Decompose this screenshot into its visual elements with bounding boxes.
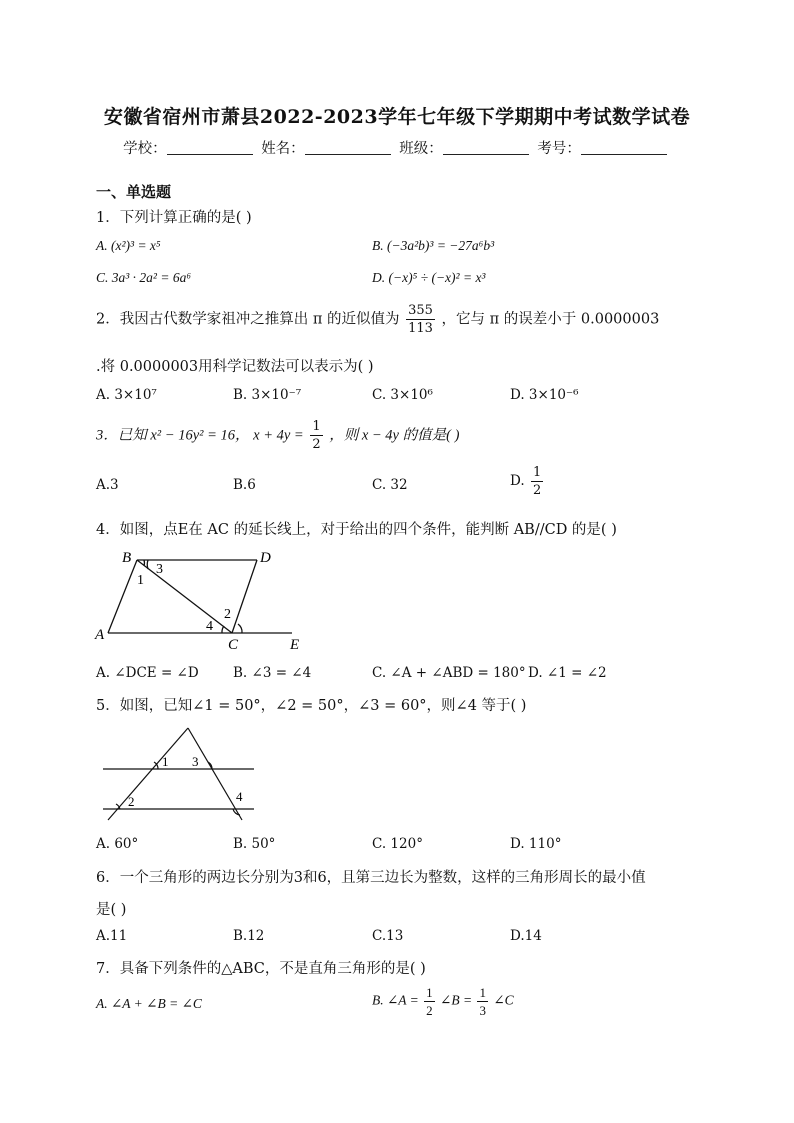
class-label: 班级：	[399, 141, 443, 157]
q4-option-b: B. ∠3 = ∠4	[233, 665, 312, 681]
q3-d-numerator: 1	[532, 465, 542, 480]
q3-option-c: C. 32	[372, 477, 408, 493]
q2-stem-line2: .将 0.0000003用科学记数法可以表示为( )	[96, 359, 374, 375]
q4-option-c: C. ∠A + ∠ABD = 180°	[372, 665, 526, 681]
q4-label-c: C	[228, 637, 239, 653]
q5-angle-1: 1	[162, 754, 169, 769]
q2-option-a: A. 3×10⁷	[96, 387, 157, 403]
q4-label-a: A	[95, 627, 105, 643]
q2-option-d: D. 3×10⁻⁶	[510, 387, 579, 403]
q6-option-c: C.13	[372, 928, 404, 944]
q7-b-f1-numerator: 1	[426, 985, 433, 1000]
q4-label-e: E	[290, 637, 300, 653]
section-title: 一、单选题	[96, 183, 172, 201]
q3-option-a: A.3	[96, 477, 119, 493]
q4-label-d: D	[260, 550, 271, 566]
q4-angle-3: 3	[156, 562, 163, 577]
exam-title: 安徽省宿州市萧县2022-2023学年七年级下学期期中考试数学试卷	[103, 106, 691, 128]
q1-option-d: D. (−x)⁵ ÷ (−x)² = x³	[372, 270, 486, 285]
name-blank[interactable]	[305, 140, 391, 155]
q1-option-a: A. (x²)³ = x⁵	[96, 238, 161, 253]
q3-frac-denominator: 2	[312, 437, 321, 452]
q3-stem-part1: 3．已知 x² − 16y² = 16， x + 4y =	[96, 427, 304, 444]
q4-option-a: A. ∠DCE = ∠D	[96, 665, 199, 681]
q5-angle-4: 4	[236, 789, 243, 804]
q4-option-d: D. ∠1 = ∠2	[528, 665, 607, 681]
q3-stem	[96, 420, 459, 451]
q7-option-b	[372, 986, 514, 1017]
q7-stem: 7．具备下列条件的△ABC，不是直角三角形的是( )	[96, 961, 426, 977]
q5-figure	[96, 722, 261, 822]
q6-stem-line2: 是( )	[96, 902, 127, 918]
class-blank[interactable]	[443, 140, 529, 155]
q4-angle-4: 4	[206, 619, 213, 634]
q1-stem: 1．下列计算正确的是( )	[96, 210, 252, 226]
q5-option-d: D. 110°	[510, 836, 562, 852]
school-label: 学校：	[123, 141, 167, 157]
q1-option-b: B. (−3a²b)³ = −27a⁶b³	[372, 238, 495, 253]
q4-stem: 4．如图，点E在 AC 的延长线上，对于给出的四个条件，能判断 AB//CD 的是( )	[96, 522, 617, 538]
q4-angle-2: 2	[224, 607, 231, 622]
q6-option-b: B.12	[233, 928, 265, 944]
q7-b-part3: ∠C	[493, 992, 514, 1008]
q5-stem: 5．如图，已知∠1 = 50°，∠2 = 50°，∠3 = 60°，则∠4 等于( )	[96, 698, 527, 714]
exam-number-blank[interactable]	[581, 140, 667, 155]
name-label: 姓名：	[261, 141, 305, 157]
q7-b-part1: B. ∠A =	[372, 992, 419, 1008]
q7-b-fraction2	[477, 986, 488, 1017]
q2-option-c: C. 3×10⁶	[372, 387, 433, 403]
q7-b-f2-numerator: 1	[479, 985, 486, 1000]
q7-b-f1-denominator: 2	[426, 1003, 433, 1018]
q2-stem-part2: ，它与 π 的误差小于 0.0000003	[441, 311, 660, 328]
q7-b-f2-denominator: 3	[479, 1003, 486, 1018]
q4-label-b: B	[122, 550, 132, 566]
q6-option-a: A.11	[96, 928, 128, 944]
q3-fraction	[310, 420, 322, 451]
student-info-line	[0, 137, 794, 158]
q6-option-d: D.14	[510, 928, 542, 944]
q3-frac-numerator: 1	[312, 419, 321, 434]
q5-option-c: C. 120°	[372, 836, 423, 852]
exam-number-label: 考号：	[537, 141, 581, 157]
q4-angle-1: 1	[137, 573, 144, 588]
q7-option-a: A. ∠A + ∠B = ∠C	[96, 996, 202, 1011]
q7-b-fraction1	[424, 986, 435, 1017]
q1-option-c: C. 3a³ · 2a² = 6a⁶	[96, 270, 192, 285]
q2-frac-denominator: 113	[408, 321, 433, 336]
q5-angle-3: 3	[192, 754, 199, 769]
q2-fraction	[406, 304, 435, 335]
q2-stem-part1: 2．我因古代数学家祖冲之推算出 π 的近似值为	[96, 311, 400, 328]
school-blank[interactable]	[167, 140, 253, 155]
q6-stem-line1: 6．一个三角形的两边长分别为3和6，且第三边长为整数，这样的三角形周长的最小值	[96, 870, 646, 886]
q3-stem-part2: ，则 x − 4y 的值是( )	[329, 427, 460, 444]
q3-option-d-prefix: D.	[510, 473, 525, 489]
q3-option-d	[510, 466, 545, 497]
q3-d-denominator: 2	[532, 483, 542, 498]
q2-frac-numerator: 355	[408, 303, 433, 318]
q3-option-b: B.6	[233, 477, 256, 493]
q2-stem-line1	[96, 304, 659, 335]
q3-option-d-fraction	[531, 466, 543, 497]
q5-option-b: B. 50°	[233, 836, 276, 852]
q4-figure	[92, 544, 322, 654]
q2-option-b: B. 3×10⁻⁷	[233, 387, 302, 403]
q5-option-a: A. 60°	[96, 836, 139, 852]
q5-angle-2: 2	[128, 794, 135, 809]
q7-b-part2: ∠B =	[440, 992, 473, 1008]
